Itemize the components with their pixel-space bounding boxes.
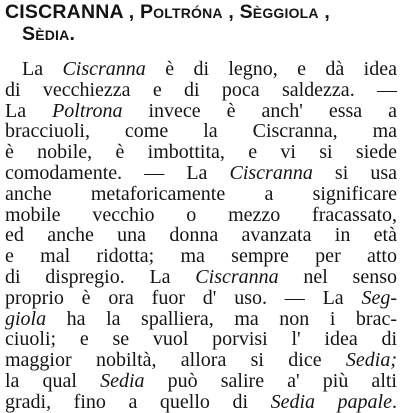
body-text: invece è anch' essa a xyxy=(122,99,397,122)
body-text: comodamente. — La xyxy=(5,162,230,184)
body-line xyxy=(5,224,397,246)
body-text: la qual xyxy=(5,370,101,392)
body-line xyxy=(5,183,397,205)
body-text: può salire a' più alti xyxy=(144,370,397,392)
body-line xyxy=(5,100,397,122)
headword-poltrona: Poltróna xyxy=(139,1,223,23)
italic-term: Ciscranna xyxy=(62,58,146,80)
body-text: di dispregio. La xyxy=(5,266,196,288)
italic-term: giola xyxy=(5,307,47,330)
body-line xyxy=(5,120,397,142)
entry-heading xyxy=(5,1,330,23)
body-text: mobile vecchio o mezzo fracassato, xyxy=(5,203,397,226)
body-line xyxy=(5,79,397,101)
body-text: nel senso xyxy=(278,266,397,288)
body-line xyxy=(5,141,397,163)
body-line xyxy=(5,245,397,267)
heading-separator: , xyxy=(123,1,140,23)
body-line xyxy=(5,162,397,184)
headword-ciscranna: CISCRANNA xyxy=(5,1,124,23)
body-text: ha la spalliera, ma non i brac- xyxy=(46,307,397,330)
heading-separator: , xyxy=(222,1,240,23)
body-text: è nobile, è imbottita, e vi si siede xyxy=(5,141,397,164)
heading-separator: , xyxy=(318,1,330,23)
italic-term: Seg- xyxy=(361,286,397,309)
headword-seggiola: Sèggiola xyxy=(239,1,319,23)
entry-heading-continuation xyxy=(22,23,75,45)
italic-term: Ciscranna xyxy=(195,266,279,288)
body-line xyxy=(5,287,397,309)
body-text: proprio è ora fuor d' uso. — La xyxy=(5,286,362,309)
body-text: di vecchiezza e di poca saldezza. — xyxy=(5,78,397,101)
body-text: ed anche una donna avanzata in età xyxy=(5,224,397,247)
italic-term: Ciscranna xyxy=(229,162,313,184)
body-line xyxy=(5,349,397,371)
headword-sedia: Sèdia xyxy=(22,23,70,45)
italic-term: Sedia papale xyxy=(270,390,392,413)
body-line xyxy=(5,370,397,392)
body-text: . xyxy=(392,390,397,413)
italic-term: Sedia xyxy=(100,370,145,392)
body-text: anche metaforicamente a significare xyxy=(5,182,397,205)
body-line xyxy=(5,391,397,413)
body-text: La xyxy=(5,99,53,122)
body-text: è di legno, e dà idea xyxy=(145,58,397,80)
body-line xyxy=(22,58,397,80)
body-line xyxy=(5,308,397,330)
italic-term: Poltrona xyxy=(52,99,123,122)
body-text: La xyxy=(22,58,63,80)
italic-term: Sedia; xyxy=(345,349,397,372)
body-text: si usa xyxy=(312,162,397,184)
body-text: maggior nobiltà, allora si dice xyxy=(5,349,346,372)
body-text: bracciuoli, come la Ciscranna, ma xyxy=(5,120,397,143)
body-line xyxy=(5,328,397,350)
body-text: gradi, fino a quello di xyxy=(5,390,271,413)
body-text: ciuoli; e se vuol porvisi l' idea di xyxy=(5,328,397,351)
body-line xyxy=(5,266,397,288)
body-line xyxy=(5,204,397,226)
body-text: e mal ridotta; ma sempre per atto xyxy=(5,245,397,268)
heading-period: . xyxy=(69,23,76,45)
